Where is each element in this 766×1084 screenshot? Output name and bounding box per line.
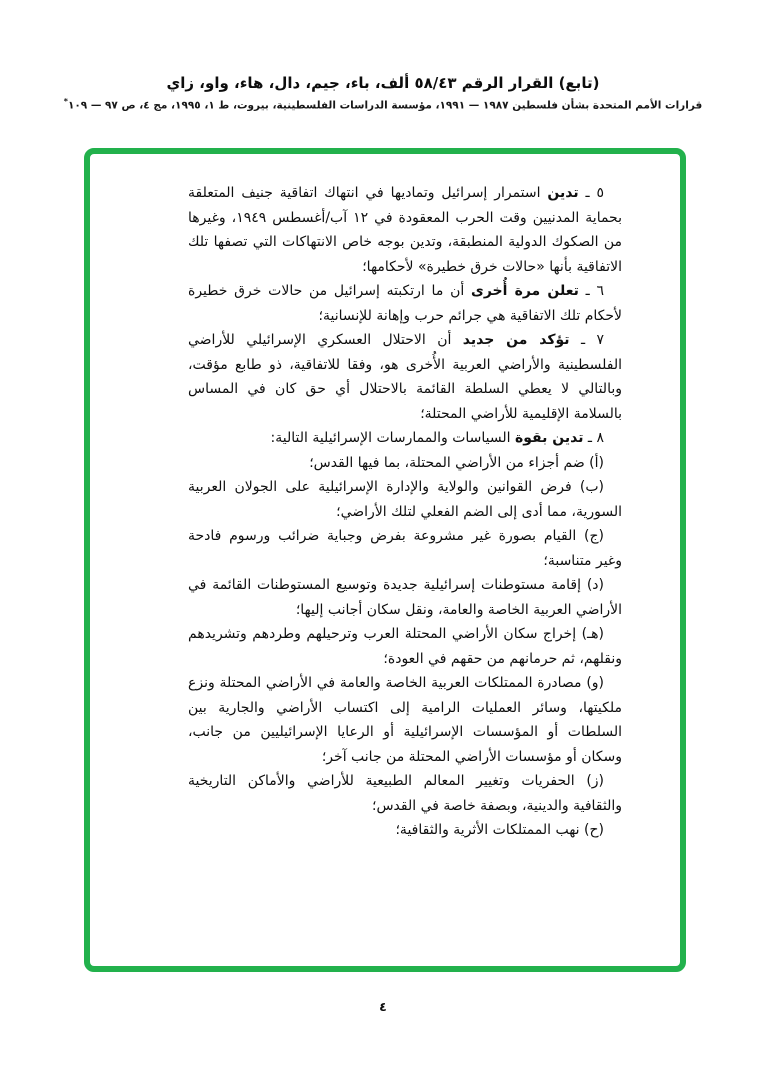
- highlight-annotation-box: [84, 148, 686, 972]
- subitem-ha-marker: (هـ): [581, 626, 605, 642]
- subitem-alif-marker: (أ): [589, 454, 604, 471]
- subitem-ba-marker: (ب): [579, 479, 604, 495]
- subitem-zay: [188, 769, 622, 818]
- paragraph-5-marker: ٥ ـ: [585, 185, 605, 201]
- paragraph-8-text: السياسات والممارسات الإسرائيلية التالية:: [270, 430, 511, 446]
- page-number: ٤: [379, 999, 387, 1014]
- subitem-zay-marker: (ز): [586, 773, 605, 789]
- subitem-dal-text: إقامة مستوطنات إسرائيلية جديدة وتوسيع المستوطنات القائمة في الأراضي العربية الخاصة والعامة، ونقل سكان أجانب إليها؛: [188, 577, 622, 618]
- subitem-jim-marker: (ج): [584, 528, 604, 544]
- subitem-hha-text: نهب الممتلكات الأثرية والثقافية؛: [395, 822, 580, 838]
- subitem-zay-text: الحفريات وتغيير المعالم الطبيعية للأراضي والأماكن التاريخية والثقافية والدينية، وبصفة خاصة في القدس؛: [188, 773, 622, 814]
- subitem-ha-text: إخراج سكان الأراضي المحتلة العرب وترحيلهم وطردهم وتشريدهم ونقلهم، ثم حرمانهم من حقهم في العودة؛: [188, 626, 622, 667]
- paragraph-7-lead: تؤكد من جديد: [462, 332, 570, 348]
- page-header: [0, 74, 766, 112]
- paragraph-6: [188, 279, 622, 328]
- paragraph-6-marker: ٦ ـ: [585, 283, 605, 299]
- subitem-ha: [188, 622, 622, 671]
- subitem-alif: [188, 451, 622, 476]
- subitem-alif-text: ضم أجزاء من الأراضي المحتلة، بما فيها القدس؛: [309, 454, 585, 471]
- source-citation: [0, 97, 766, 112]
- subitem-jim-text: القيام بصورة غير مشروعة بفرض وجباية ضرائب ورسوم فادحة وغير متناسبة؛: [188, 528, 622, 569]
- subitem-jim: [188, 524, 622, 573]
- paragraph-8-marker: ٨ ـ: [587, 430, 604, 446]
- paragraph-7-marker: ٧ ـ: [580, 332, 604, 348]
- paragraph-5-text: استمرار إسرائيل وتماديها في انتهاك اتفاقية جنيف المتعلقة بحماية المدنيين وقت الحرب المعقودة في ١٢ آب/أغسطس ١٩٤٩، وغيرها من الصكوك الدولية المنطبقة، وتدين بوجه خاص الانتهاكات التي تصفها تلك الاتفاقية بأنها «حالات خرق خطيرة» لأحكامها؛: [188, 185, 622, 275]
- subitem-hha: [188, 818, 622, 843]
- paragraph-8-lead: تدين بقوة: [515, 430, 584, 446]
- subitem-waw: [188, 671, 622, 769]
- paragraph-6-text: أن ما ارتكبته إسرائيل من حالات خرق خطيرة لأحكام تلك الاتفاقية هي جرائم حرب وإهانة للإنسانية؛: [188, 283, 622, 324]
- resolution-text-column: [188, 181, 622, 843]
- paragraph-7: [188, 328, 622, 426]
- subitem-hha-marker: (ح): [584, 822, 604, 838]
- paragraph-5: [188, 181, 622, 279]
- page-footer: [0, 999, 766, 1014]
- source-citation-text: قرارات الأمم المتحدة بشأن فلسطين ١٩٨٧ — ١٩٩١، مؤسسة الدراسات الفلسطينية، بيروت، ط ١، ١٩٩٥، مج ٤، ص ٩٧ — ١٠٩: [67, 99, 703, 112]
- paragraph-5-lead: تدين: [547, 185, 579, 201]
- subitem-ba: [188, 475, 622, 524]
- resolution-title: (تابع) القرار الرقم ٥٨/٤٣ ألف، باء، جيم، دال، هاء، واو، زاي: [166, 74, 600, 92]
- footnote-asterisk: *: [63, 97, 68, 106]
- subitem-ba-text: فرض القوانين والولاية والإدارة الإسرائيلية على الجولان العربية السورية، مما أدى إلى الضم الفعلي لتلك الأراضي؛: [188, 479, 622, 520]
- subitem-waw-text: مصادرة الممتلكات العربية الخاصة والعامة في الأراضي المحتلة ونزع ملكيتها، وسائر العمليات الرامية إلى اكتساب الأراضي والجارية بين السلطات أو المؤسسات الإسرائيلية أو الرعايا الإسرائيليين من جانب، وسكان أو مؤسسات الأراضي المحتلة من جانب آخر؛: [188, 675, 622, 765]
- paragraph-6-lead: تعلن مرة أُخرى: [470, 283, 579, 299]
- paragraph-8: [188, 426, 622, 451]
- subitem-dal-marker: (د): [586, 577, 604, 593]
- subitem-waw-marker: (و): [586, 675, 604, 691]
- subitem-dal: [188, 573, 622, 622]
- paragraph-7-text: أن الاحتلال العسكري الإسرائيلي للأراضي الفلسطينية والأراضي العربية الأُخرى هو، وفقا للاتفاقية، ذو طابع مؤقت، وبالتالي لا يعطي السلطة القائمة بالاحتلال أي حق كان في المساس بالسلامة الإقليمية للأراضي المحتلة؛: [188, 332, 622, 422]
